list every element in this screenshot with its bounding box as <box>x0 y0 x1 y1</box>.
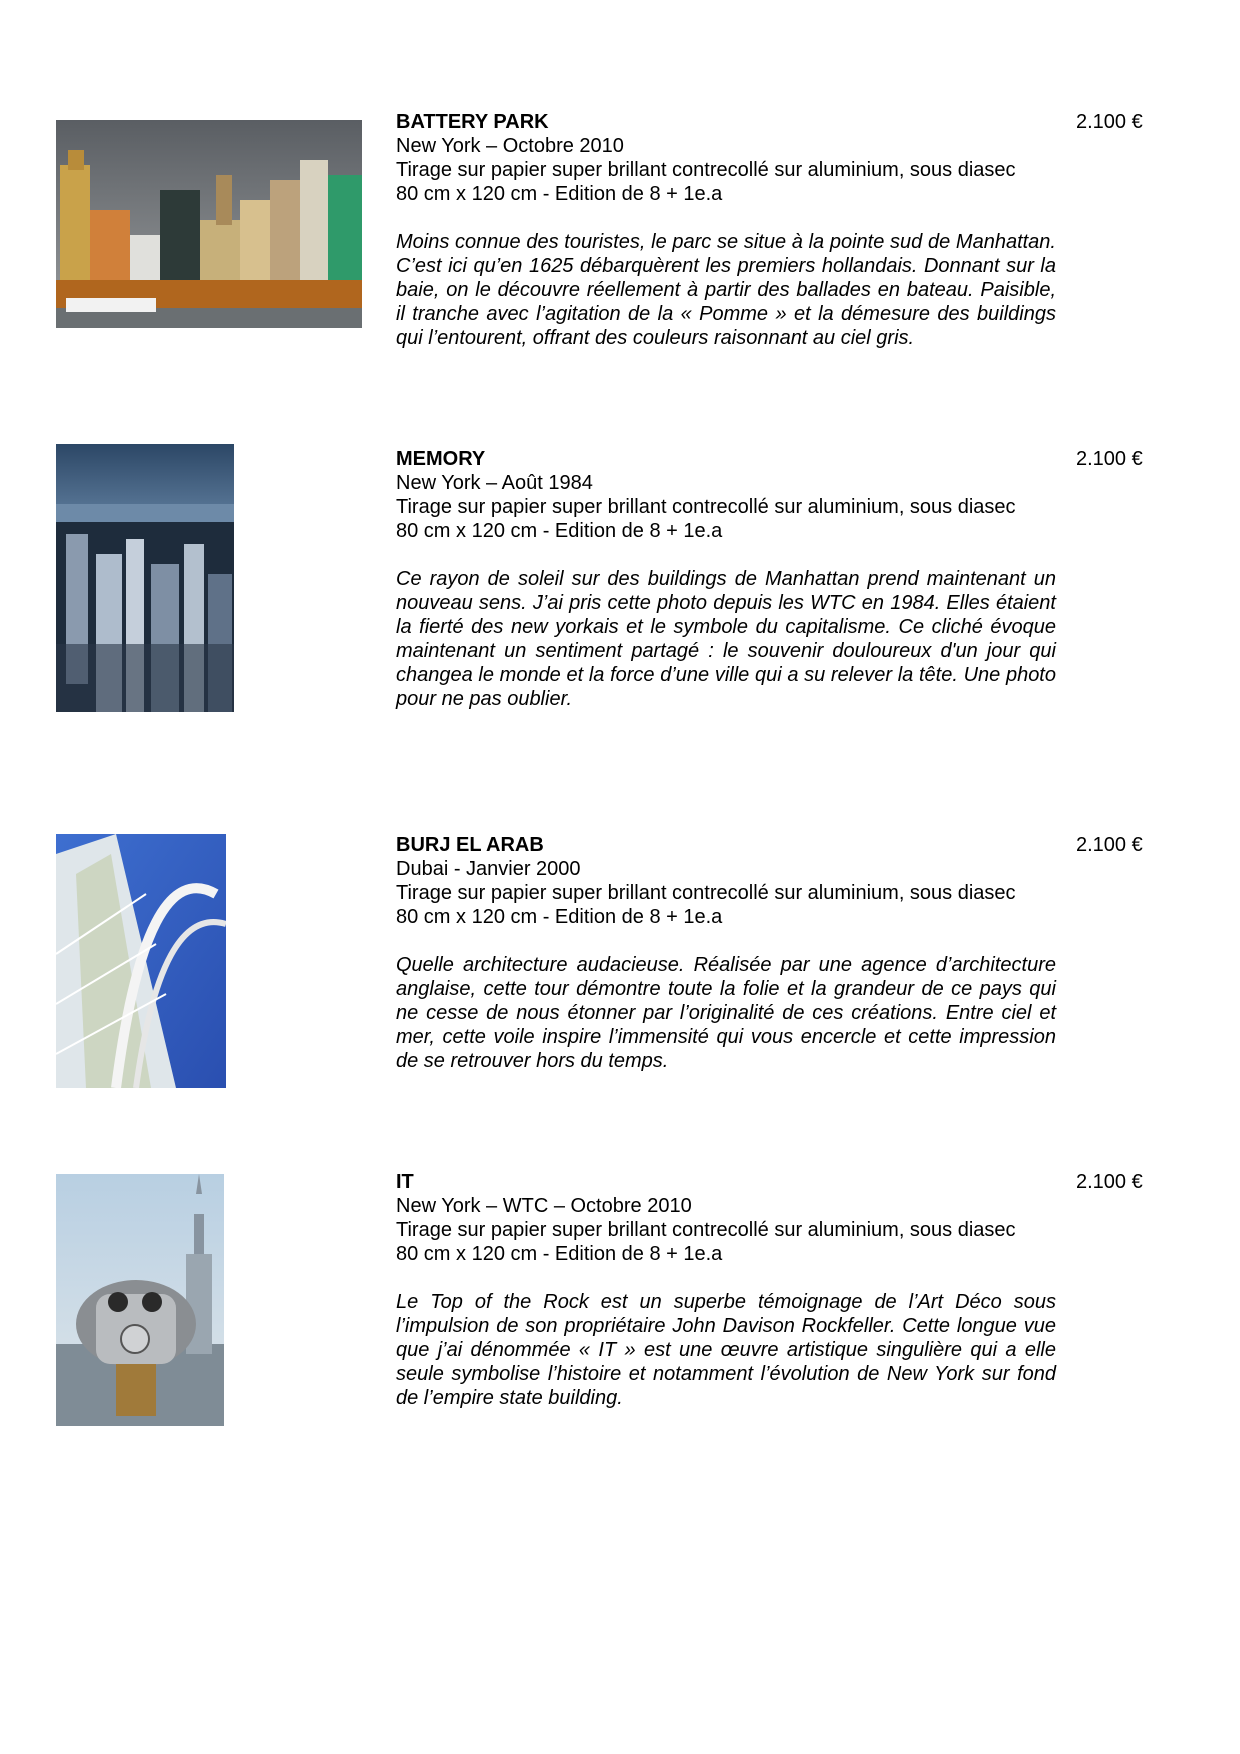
artwork-print-method: Tirage sur papier super brillant contrecollé sur aluminium, sous diasec <box>396 882 1016 904</box>
artwork-description: Quelle architecture audacieuse. Réalisée par une agence d’architecture anglaise, cette tour démontre toute la folie et la grandeur de ce pays qui ne cesse de nous étonner par l’originalité de ces créations. Entre ciel et mer, cette voile inspire l’immensité qui vous encercle et cette impression de se retrouver hors du temps. <box>396 954 1056 1072</box>
artwork-size-edition: 80 cm x 120 cm - Edition de 8 + 1e.a <box>396 906 723 928</box>
entry-text <box>396 447 1056 711</box>
artwork-price: 2.100 € <box>1076 448 1143 470</box>
artwork-title: BATTERY PARK <box>396 111 549 133</box>
artwork-location-date: New York – Août 1984 <box>396 472 593 494</box>
artwork-price: 2.100 € <box>1076 111 1143 133</box>
photo-memory <box>56 444 234 712</box>
artwork-size-edition: 80 cm x 120 cm - Edition de 8 + 1e.a <box>396 183 723 205</box>
artwork-price: 2.100 € <box>1076 834 1143 856</box>
artwork-print-method: Tirage sur papier super brillant contrecollé sur aluminium, sous diasec <box>396 1219 1016 1241</box>
artwork-description: Ce rayon de soleil sur des buildings de Manhattan prend maintenant un nouveau sens. J’ai pris cette photo depuis les WTC en 1984. Elles étaient la fierté des new yorkais et le symbole du capitalisme. Ce cliché évoque maintenant un sentiment partagé : le souvenir douloureux d'un jour qui changea le monde et la force d’une ville qui a su relever la tête. Une photo pour ne pas oublier. <box>396 568 1056 710</box>
entry-text <box>396 1170 1056 1410</box>
artwork-price: 2.100 € <box>1076 1171 1143 1193</box>
artwork-size-edition: 80 cm x 120 cm - Edition de 8 + 1e.a <box>396 520 723 542</box>
artwork-title: BURJ EL ARAB <box>396 834 544 856</box>
photo-battery-park <box>56 120 362 328</box>
artwork-location-date: Dubai - Janvier 2000 <box>396 858 581 880</box>
artwork-location-date: New York – Octobre 2010 <box>396 135 624 157</box>
artwork-title: MEMORY <box>396 448 486 470</box>
artwork-title: IT <box>396 1171 414 1193</box>
artwork-location-date: New York – WTC – Octobre 2010 <box>396 1195 692 1217</box>
artwork-print-method: Tirage sur papier super brillant contrecollé sur aluminium, sous diasec <box>396 496 1016 518</box>
entry-text <box>396 833 1056 1073</box>
artwork-size-edition: 80 cm x 120 cm - Edition de 8 + 1e.a <box>396 1243 723 1265</box>
artwork-description: Moins connue des touristes, le parc se situe à la pointe sud de Manhattan. C’est ici qu’en 1625 débarquèrent les premiers hollandais. Donnant sur la baie, on le découvre réellement à partir des ballades en bateau. Paisible, il tranche avec l’agitation de la « Pomme » et la démesure des buildings qui l’entourent, offrant des couleurs raisonnant au ciel gris. <box>396 231 1056 349</box>
artwork-print-method: Tirage sur papier super brillant contrecollé sur aluminium, sous diasec <box>396 159 1016 181</box>
photo-it <box>56 1174 224 1426</box>
entry-text <box>396 110 1056 350</box>
photo-burj-el-arab <box>56 834 226 1088</box>
artwork-description: Le Top of the Rock est un superbe témoignage de l’Art Déco sous l’impulsion de son propriétaire John Davison Rockfeller. Cette longue vue que j’ai dénommée « IT » est une œuvre artistique singulière qui a elle seule symbolise l’histoire et notamment l’évolution de New York sur fond de l’empire state building. <box>396 1291 1056 1409</box>
